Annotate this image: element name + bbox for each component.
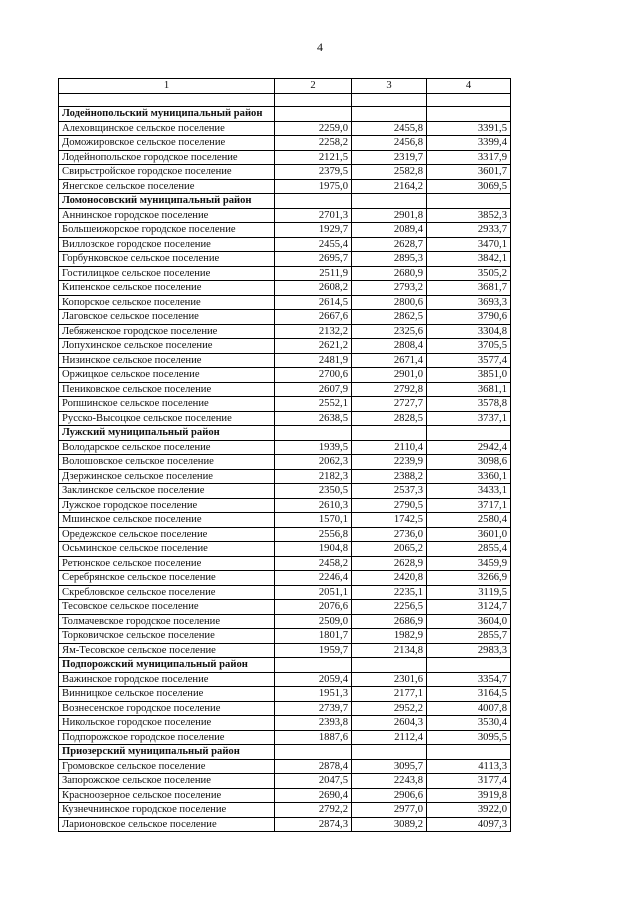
- value-col-2: 2076,6: [275, 600, 352, 615]
- value-col-4: 3737,1: [427, 411, 511, 426]
- settlement-name: Винницкое сельское поселение: [59, 687, 275, 702]
- value-col-3: 2256,5: [352, 600, 427, 615]
- value-col-2: 1951,3: [275, 687, 352, 702]
- settlement-name: Осьминское сельское поселение: [59, 542, 275, 557]
- settlement-name: Лопухинское сельское поселение: [59, 339, 275, 354]
- value-col-4: 3470,1: [427, 237, 511, 252]
- value-col-3: 3095,7: [352, 759, 427, 774]
- table-row: [59, 411, 511, 426]
- table-row: [59, 266, 511, 281]
- value-col-3: 2800,6: [352, 295, 427, 310]
- value-col-4: 4007,8: [427, 701, 511, 716]
- settlement-name: Ретюнское сельское поселение: [59, 556, 275, 571]
- data-table: [58, 78, 511, 832]
- value-col-2: 2878,4: [275, 759, 352, 774]
- value-col-3: 2112,4: [352, 730, 427, 745]
- value-col-3: 2906,6: [352, 788, 427, 803]
- value-col-2: 2695,7: [275, 252, 352, 267]
- value-col-2: 2509,0: [275, 614, 352, 629]
- value-col-2: 2700,6: [275, 368, 352, 383]
- settlement-name: Мшинское сельское поселение: [59, 513, 275, 528]
- value-col-4: 3391,5: [427, 121, 511, 136]
- value-col-3: 3089,2: [352, 817, 427, 832]
- settlement-name: Виллозское городское поселение: [59, 237, 275, 252]
- settlement-name: Лужское городское поселение: [59, 498, 275, 513]
- settlement-name: Пениковское сельское поселение: [59, 382, 275, 397]
- blank-cell: [59, 94, 275, 107]
- value-col-2: 1975,0: [275, 179, 352, 194]
- value-col-3: 2671,4: [352, 353, 427, 368]
- settlement-name: Оредежское сельское поселение: [59, 527, 275, 542]
- settlement-name: Громовское сельское поселение: [59, 759, 275, 774]
- value-col-4: 3124,7: [427, 600, 511, 615]
- value-col-3: 2420,8: [352, 571, 427, 586]
- value-col-4: 3505,2: [427, 266, 511, 281]
- value-col-3: 2808,4: [352, 339, 427, 354]
- district-row: [59, 107, 511, 122]
- column-header-3: 3: [352, 79, 427, 94]
- table-row: [59, 774, 511, 789]
- table-row: [59, 368, 511, 383]
- settlement-name: Скребловское сельское поселение: [59, 585, 275, 600]
- table-row: [59, 150, 511, 165]
- district-row: [59, 194, 511, 209]
- table-row: [59, 179, 511, 194]
- column-header-1: 1: [59, 79, 275, 94]
- value-col-3: 2325,6: [352, 324, 427, 339]
- value-col-2: [275, 426, 352, 441]
- value-col-2: 2132,2: [275, 324, 352, 339]
- table-row: [59, 382, 511, 397]
- settlement-name: Оржицкое сельское поселение: [59, 368, 275, 383]
- value-col-4: 3851,0: [427, 368, 511, 383]
- value-col-3: [352, 107, 427, 122]
- value-col-3: [352, 658, 427, 673]
- value-col-2: 2121,5: [275, 150, 352, 165]
- settlement-name: Лаговское сельское поселение: [59, 310, 275, 325]
- value-col-3: [352, 194, 427, 209]
- value-col-2: 2608,2: [275, 281, 352, 296]
- table-row: [59, 527, 511, 542]
- value-col-2: 2350,5: [275, 484, 352, 499]
- value-col-2: 2379,5: [275, 165, 352, 180]
- value-col-4: 3317,9: [427, 150, 511, 165]
- value-col-2: 2667,6: [275, 310, 352, 325]
- value-col-3: 1742,5: [352, 513, 427, 528]
- value-col-4: [427, 745, 511, 760]
- value-col-4: 2933,7: [427, 223, 511, 238]
- value-col-4: 3530,4: [427, 716, 511, 731]
- value-col-2: 2062,3: [275, 455, 352, 470]
- table-row: [59, 237, 511, 252]
- value-col-3: 2388,2: [352, 469, 427, 484]
- value-col-4: [427, 658, 511, 673]
- table-row: [59, 571, 511, 586]
- value-col-3: 2901,8: [352, 208, 427, 223]
- value-col-3: 2901,0: [352, 368, 427, 383]
- value-col-4: 4097,3: [427, 817, 511, 832]
- table-row: [59, 600, 511, 615]
- value-col-3: 2089,4: [352, 223, 427, 238]
- value-col-3: 2243,8: [352, 774, 427, 789]
- blank-cell: [275, 94, 352, 107]
- table-row: [59, 208, 511, 223]
- settlement-name: Ропшинское сельское поселение: [59, 397, 275, 412]
- settlement-name: Тесовское сельское поселение: [59, 600, 275, 615]
- blank-row: [59, 94, 511, 107]
- district-name: Подпорожский муниципальный район: [59, 658, 275, 673]
- value-col-4: 3098,6: [427, 455, 511, 470]
- settlement-name: Большеижорское городское поселение: [59, 223, 275, 238]
- value-col-2: 1939,5: [275, 440, 352, 455]
- value-col-4: 2855,4: [427, 542, 511, 557]
- value-col-4: 3681,1: [427, 382, 511, 397]
- value-col-2: 2258,2: [275, 136, 352, 151]
- settlement-name: Свирьстройское городское поселение: [59, 165, 275, 180]
- settlement-name: Заклинское сельское поселение: [59, 484, 275, 499]
- value-col-4: 3919,8: [427, 788, 511, 803]
- value-col-4: 3304,8: [427, 324, 511, 339]
- value-col-4: 4113,3: [427, 759, 511, 774]
- value-col-3: 2604,3: [352, 716, 427, 731]
- value-col-2: 2051,1: [275, 585, 352, 600]
- value-col-4: 3069,5: [427, 179, 511, 194]
- value-col-3: 2686,9: [352, 614, 427, 629]
- district-name: Приозерский муниципальный район: [59, 745, 275, 760]
- value-col-2: 2481,9: [275, 353, 352, 368]
- value-col-4: 3095,5: [427, 730, 511, 745]
- value-col-4: 3578,8: [427, 397, 511, 412]
- column-header-row: [59, 79, 511, 94]
- value-col-3: 2065,2: [352, 542, 427, 557]
- value-col-3: 2977,0: [352, 803, 427, 818]
- settlement-name: Волошовское сельское поселение: [59, 455, 275, 470]
- column-header-2: 2: [275, 79, 352, 94]
- value-col-4: 3433,1: [427, 484, 511, 499]
- settlement-name: Янегское сельское поселение: [59, 179, 275, 194]
- value-col-2: 1570,1: [275, 513, 352, 528]
- value-col-2: 2874,3: [275, 817, 352, 832]
- settlement-name: Торковичское сельское поселение: [59, 629, 275, 644]
- value-col-3: [352, 745, 427, 760]
- table-row: [59, 629, 511, 644]
- table-row: [59, 542, 511, 557]
- value-col-4: 3266,9: [427, 571, 511, 586]
- settlement-name: Никольское городское поселение: [59, 716, 275, 731]
- table-row: [59, 759, 511, 774]
- value-col-4: [427, 426, 511, 441]
- table-row: [59, 339, 511, 354]
- table-row: [59, 324, 511, 339]
- value-col-2: 2246,4: [275, 571, 352, 586]
- district-row: [59, 745, 511, 760]
- value-col-4: 3177,4: [427, 774, 511, 789]
- value-col-3: 2952,2: [352, 701, 427, 716]
- table-row: [59, 556, 511, 571]
- value-col-2: 2739,7: [275, 701, 352, 716]
- value-col-3: 2895,3: [352, 252, 427, 267]
- value-col-3: 1982,9: [352, 629, 427, 644]
- table-row: [59, 281, 511, 296]
- value-col-2: 2638,5: [275, 411, 352, 426]
- district-row: [59, 426, 511, 441]
- settlement-name: Дзержинское сельское поселение: [59, 469, 275, 484]
- settlement-name: Кипенское сельское поселение: [59, 281, 275, 296]
- table-row: [59, 252, 511, 267]
- value-col-3: 2582,8: [352, 165, 427, 180]
- value-col-2: 2511,9: [275, 266, 352, 281]
- table-row: [59, 397, 511, 412]
- table-row: [59, 498, 511, 513]
- value-col-3: 2134,8: [352, 643, 427, 658]
- value-col-4: 3459,9: [427, 556, 511, 571]
- value-col-3: 2110,4: [352, 440, 427, 455]
- value-col-4: 3852,3: [427, 208, 511, 223]
- settlement-name: Лебяженское городское поселение: [59, 324, 275, 339]
- value-col-4: 3842,1: [427, 252, 511, 267]
- district-name: Лужский муниципальный район: [59, 426, 275, 441]
- value-col-4: 3790,6: [427, 310, 511, 325]
- value-col-2: 1929,7: [275, 223, 352, 238]
- value-col-2: 2552,1: [275, 397, 352, 412]
- value-col-2: 2610,3: [275, 498, 352, 513]
- value-col-4: 3601,7: [427, 165, 511, 180]
- table-row: [59, 817, 511, 832]
- value-col-4: 3119,5: [427, 585, 511, 600]
- settlement-name: Толмачевское городское поселение: [59, 614, 275, 629]
- value-col-4: 3164,5: [427, 687, 511, 702]
- value-col-3: 2537,3: [352, 484, 427, 499]
- settlement-name: Красноозерное сельское поселение: [59, 788, 275, 803]
- value-col-4: 2855,7: [427, 629, 511, 644]
- settlement-name: Запорожское сельское поселение: [59, 774, 275, 789]
- value-col-3: 2456,8: [352, 136, 427, 151]
- value-col-3: 2239,9: [352, 455, 427, 470]
- value-col-2: 2259,0: [275, 121, 352, 136]
- settlement-name: Копорское сельское поселение: [59, 295, 275, 310]
- value-col-2: 1801,7: [275, 629, 352, 644]
- table-row: [59, 484, 511, 499]
- settlement-name: Алеховщинское сельское поселение: [59, 121, 275, 136]
- table-row: [59, 295, 511, 310]
- settlement-name: Важинское городское поселение: [59, 672, 275, 687]
- settlement-name: Ларионовское сельское поселение: [59, 817, 275, 832]
- settlement-name: Вознесенское городское поселение: [59, 701, 275, 716]
- value-col-4: [427, 107, 511, 122]
- district-name: Лодейнопольский муниципальный район: [59, 107, 275, 122]
- value-col-2: 2792,2: [275, 803, 352, 818]
- table-row: [59, 803, 511, 818]
- value-col-3: 2628,9: [352, 556, 427, 571]
- table-row: [59, 165, 511, 180]
- value-col-4: 3360,1: [427, 469, 511, 484]
- value-col-4: [427, 194, 511, 209]
- value-col-3: 2793,2: [352, 281, 427, 296]
- value-col-2: 2182,3: [275, 469, 352, 484]
- value-col-2: 2059,4: [275, 672, 352, 687]
- table-row: [59, 310, 511, 325]
- value-col-2: 2458,2: [275, 556, 352, 571]
- table-row: [59, 455, 511, 470]
- settlement-name: Доможировское сельское поселение: [59, 136, 275, 151]
- value-col-4: 3601,0: [427, 527, 511, 542]
- table-row: [59, 440, 511, 455]
- table-row: [59, 353, 511, 368]
- value-col-2: 2047,5: [275, 774, 352, 789]
- value-col-2: 2455,4: [275, 237, 352, 252]
- value-col-3: 2177,1: [352, 687, 427, 702]
- table-row: [59, 643, 511, 658]
- value-col-3: 2680,9: [352, 266, 427, 281]
- settlement-name: Лодейнопольское городское поселение: [59, 150, 275, 165]
- table-row: [59, 730, 511, 745]
- blank-cell: [427, 94, 511, 107]
- table-row: [59, 701, 511, 716]
- value-col-4: 3399,4: [427, 136, 511, 151]
- value-col-3: 2862,5: [352, 310, 427, 325]
- value-col-3: 2301,6: [352, 672, 427, 687]
- value-col-4: 3705,5: [427, 339, 511, 354]
- value-col-2: 2393,8: [275, 716, 352, 731]
- value-col-2: 2607,9: [275, 382, 352, 397]
- value-col-3: 2828,5: [352, 411, 427, 426]
- value-col-2: 2556,8: [275, 527, 352, 542]
- table-body: [59, 107, 511, 832]
- value-col-2: [275, 194, 352, 209]
- value-col-3: 2319,7: [352, 150, 427, 165]
- table-row: [59, 716, 511, 731]
- value-col-2: 1959,7: [275, 643, 352, 658]
- value-col-4: 2942,4: [427, 440, 511, 455]
- settlement-name: Русско-Высоцкое сельское поселение: [59, 411, 275, 426]
- blank-cell: [352, 94, 427, 107]
- settlement-name: Гостилицкое сельское поселение: [59, 266, 275, 281]
- value-col-3: [352, 426, 427, 441]
- value-col-4: 3604,0: [427, 614, 511, 629]
- value-col-3: 2736,0: [352, 527, 427, 542]
- value-col-2: 1887,6: [275, 730, 352, 745]
- value-col-4: 2983,3: [427, 643, 511, 658]
- value-col-2: 1904,8: [275, 542, 352, 557]
- value-col-2: 2701,3: [275, 208, 352, 223]
- table-row: [59, 614, 511, 629]
- value-col-4: 3693,3: [427, 295, 511, 310]
- table-row: [59, 585, 511, 600]
- settlement-name: Серебрянское сельское поселение: [59, 571, 275, 586]
- settlement-name: Горбунковское сельское поселение: [59, 252, 275, 267]
- value-col-3: 2235,1: [352, 585, 427, 600]
- value-col-4: 3354,7: [427, 672, 511, 687]
- settlement-name: Подпорожское городское поселение: [59, 730, 275, 745]
- value-col-2: [275, 107, 352, 122]
- table-row: [59, 121, 511, 136]
- value-col-4: 2580,4: [427, 513, 511, 528]
- value-col-2: [275, 745, 352, 760]
- table-row: [59, 687, 511, 702]
- table-row: [59, 788, 511, 803]
- value-col-3: 2792,8: [352, 382, 427, 397]
- district-name: Ломоносовский муниципальный район: [59, 194, 275, 209]
- value-col-4: 3577,4: [427, 353, 511, 368]
- settlement-name: Низинское сельское поселение: [59, 353, 275, 368]
- value-col-3: 2628,7: [352, 237, 427, 252]
- settlement-name: Володарское сельское поселение: [59, 440, 275, 455]
- value-col-4: 3922,0: [427, 803, 511, 818]
- table-row: [59, 513, 511, 528]
- settlement-name: Ям-Тесовское сельское поселение: [59, 643, 275, 658]
- value-col-2: 2690,4: [275, 788, 352, 803]
- table-row: [59, 672, 511, 687]
- table-row: [59, 136, 511, 151]
- page-number: 4: [317, 40, 323, 54]
- value-col-3: 2727,7: [352, 397, 427, 412]
- value-col-3: 2164,2: [352, 179, 427, 194]
- district-row: [59, 658, 511, 673]
- value-col-4: 3717,1: [427, 498, 511, 513]
- value-col-2: 2621,2: [275, 339, 352, 354]
- value-col-2: 2614,5: [275, 295, 352, 310]
- table-row: [59, 469, 511, 484]
- settlement-name: Аннинское городское поселение: [59, 208, 275, 223]
- table-row: [59, 223, 511, 238]
- value-col-2: [275, 658, 352, 673]
- value-col-4: 3681,7: [427, 281, 511, 296]
- value-col-3: 2455,8: [352, 121, 427, 136]
- settlement-name: Кузнечнинское городское поселение: [59, 803, 275, 818]
- value-col-3: 2790,5: [352, 498, 427, 513]
- column-header-4: 4: [427, 79, 511, 94]
